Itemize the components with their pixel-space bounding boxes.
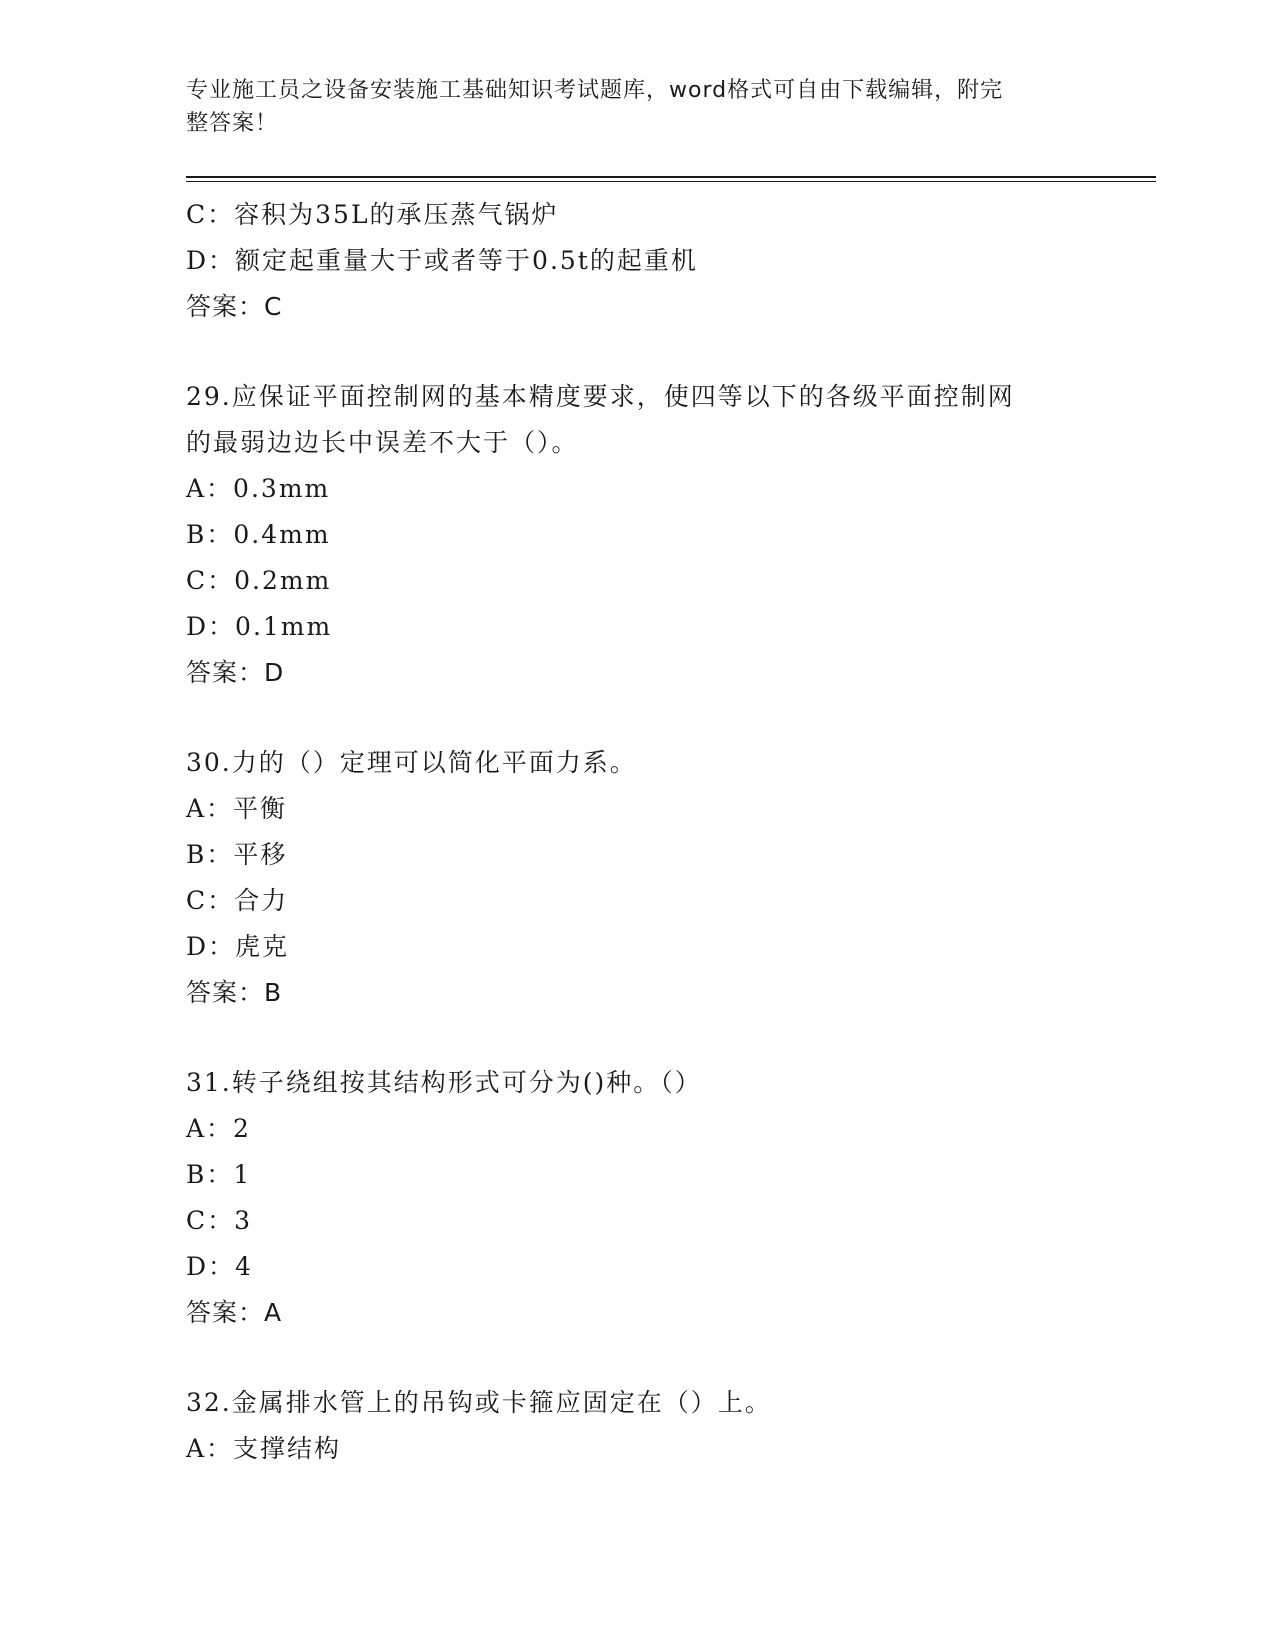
option-c: C：0.2mm: [186, 566, 332, 595]
question-stem: 30.力的（）定理可以简化平面力系。: [186, 748, 637, 777]
answer-label: 答案：A: [186, 1298, 283, 1327]
question-stem: 32.金属排水管上的吊钩或卡箍应固定在（）上。: [186, 1388, 772, 1417]
option-c: C：3: [186, 1206, 253, 1235]
header-line-2: 整答案！: [186, 111, 279, 136]
question-block-29: [186, 374, 1066, 696]
option-b: B：1: [186, 1160, 252, 1189]
option-b: B：0.4mm: [186, 520, 331, 549]
option-d: D：4: [186, 1252, 253, 1281]
question-stem: 31.转子绕组按其结构形式可分为()种。（）: [186, 1068, 702, 1097]
option-d: D：虎克: [186, 932, 290, 961]
question-block-28: [186, 192, 1066, 330]
answer-label: 答案：D: [186, 658, 285, 687]
question-block-30: [186, 740, 1066, 1016]
option-d: D：额定起重量大于或者等于0.5t的起重机: [186, 246, 698, 275]
header-divider-thick: [186, 176, 1156, 178]
option-a: A：0.3mm: [186, 474, 331, 503]
option-c: C：容积为35L的承压蒸气锅炉: [186, 200, 559, 229]
spacer: [186, 1336, 1066, 1380]
answer-label: 答案：B: [186, 978, 283, 1007]
spacer: [186, 696, 1066, 740]
question-block-32: [186, 1380, 1066, 1472]
header-divider-thin: [186, 181, 1156, 182]
option-c: C：合力: [186, 886, 289, 915]
spacer: [186, 1016, 1066, 1060]
document-header: [186, 74, 1066, 140]
option-b: B：平移: [186, 840, 288, 869]
spacer: [186, 330, 1066, 374]
header-line-1: 专业施工员之设备安装施工基础知识考试题库，word格式可自由下载编辑，附完: [186, 78, 1004, 103]
question-stem-line-1: 29.应保证平面控制网的基本精度要求，使四等以下的各级平面控制网: [186, 382, 1015, 411]
question-stem-line-2: 的最弱边边长中误差不大于（）。: [186, 428, 579, 457]
option-a: A：2: [186, 1114, 251, 1143]
question-block-31: [186, 1060, 1066, 1336]
answer-label: 答案：C: [186, 292, 283, 321]
option-a: A：支撑结构: [186, 1434, 342, 1463]
question-content: [186, 192, 1066, 1472]
option-d: D：0.1mm: [186, 612, 333, 641]
option-a: A：平衡: [186, 794, 288, 823]
